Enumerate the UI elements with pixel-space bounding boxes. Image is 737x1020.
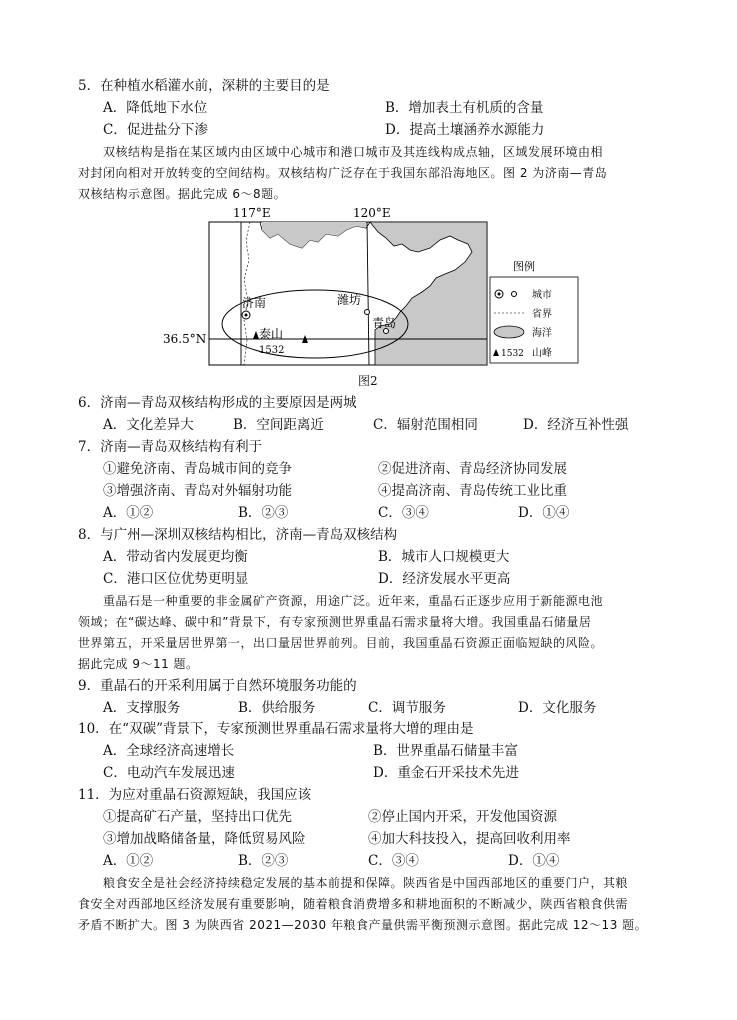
- legend-border-label: 省界: [532, 309, 552, 320]
- taishan-label: 泰山: [259, 327, 284, 341]
- passage-2-line-1: 重晶石是一种重要的非金属矿产资源，用途广泛。近年来，重晶石正逐步应用于新能源电池: [103, 594, 604, 608]
- passage-3-line-1: 粮食安全是社会经济持续稳定发展的基本前提和保障。陕西省是中国西部地区的重要门户，其粮: [103, 876, 629, 890]
- question-6-stem: 6．济南—青岛双核结构形成的主要原因是两城: [78, 395, 357, 411]
- q5-option-c[interactable]: C．促进盐分下渗: [103, 122, 208, 138]
- q7-option-c[interactable]: C．③④: [378, 505, 429, 521]
- q5-option-a[interactable]: A．降低地下水位: [103, 100, 208, 116]
- q10-option-a[interactable]: A．全球经济高速增长: [103, 743, 235, 759]
- passage-2-line-3: 世界第五，开采量居世界第一，出口量居世界前列。目前，我国重晶石资源正面临短缺的风险。: [78, 636, 604, 650]
- q11-option-b[interactable]: B．②③: [238, 853, 289, 869]
- legend: [490, 259, 578, 363]
- question-7-stem: 7．济南—青岛双核结构有利于: [78, 439, 263, 455]
- jinan-label: 济南: [242, 296, 267, 310]
- q7-statement-4: ④提高济南、青岛传统工业比重: [378, 483, 567, 499]
- legend-title: 图例: [513, 260, 535, 273]
- q7-option-a[interactable]: A．①②: [103, 505, 154, 521]
- q8-option-c[interactable]: C．港口区位优势更明显: [103, 571, 249, 587]
- weifang-city-icon: [365, 310, 370, 315]
- q11-statement-2: ②停止国内开采，开发他国资源: [368, 809, 557, 825]
- passage-1-line-1: 双核结构是指在某区域内由区域中心城市和港口城市及其连线构成点轴，区域发展环境由相: [103, 145, 604, 159]
- question-11-stem: 11．为应对重晶石资源短缺，我国应该: [78, 787, 312, 803]
- q9-option-d[interactable]: D．文化服务: [518, 700, 597, 716]
- qingdao-label: 青岛: [372, 316, 397, 330]
- q8-option-b[interactable]: B．城市人口规模更大: [378, 549, 510, 565]
- q6-option-a[interactable]: A．文化差异大: [103, 417, 194, 433]
- q7-statement-1: ①避免济南、青岛城市间的竞争: [103, 461, 292, 477]
- q11-statement-1: ①提高矿石产量，坚持出口优先: [103, 809, 292, 825]
- legend-ocean-icon: [494, 326, 524, 338]
- longitude-120-label: 120°E: [353, 206, 391, 220]
- q9-option-c[interactable]: C．调节服务: [368, 700, 446, 716]
- q8-option-a[interactable]: A．带动省内发展更均衡: [103, 549, 248, 565]
- question-10-stem: 10．在“双碳”背景下，专家预测世界重晶石需求量将大增的理由是: [78, 721, 474, 737]
- q7-option-b[interactable]: B．②③: [238, 505, 289, 521]
- q6-option-b[interactable]: B．空间距离近: [233, 417, 324, 433]
- passage-1-line-2: 对封闭向相对开放转变的空间结构。双核结构广泛存在于我国东部沿海地区。图 2 为济南—青岛: [78, 166, 608, 180]
- passage-1-line-3: 双核结构示意图。据此完成 6～8题。: [78, 187, 287, 201]
- q11-option-d[interactable]: D．①④: [508, 853, 560, 869]
- figure-2-map: [160, 200, 580, 390]
- q7-option-d[interactable]: D．①④: [518, 505, 570, 521]
- legend-peak-label: 山峰: [532, 348, 552, 359]
- q5-option-d[interactable]: D．提高土壤涵养水源能力: [385, 122, 545, 138]
- longitude-117-label: 117°E: [233, 206, 271, 220]
- q9-option-b[interactable]: B．供给服务: [238, 700, 316, 716]
- q11-statement-4: ④加大科技投入，提高回收利用率: [368, 831, 571, 847]
- q9-option-a[interactable]: A．支撑服务: [103, 700, 181, 716]
- q8-option-d[interactable]: D．经济发展水平更高: [378, 571, 511, 587]
- q10-option-d[interactable]: D．重金石开采技术先进: [373, 765, 519, 781]
- q11-statement-3: ③增加战略储备量，降低贸易风险: [103, 831, 306, 847]
- q7-statement-2: ②促进济南、青岛经济协同发展: [378, 461, 567, 477]
- passage-2-line-2: 领域；在“碳达峰、碳中和”背景下，有专家预测世界重晶石需求量将大增。我国重晶石储量居: [78, 615, 592, 629]
- latitude-label: 36.5°N: [163, 332, 207, 346]
- taishan-elevation: 1532: [259, 345, 285, 356]
- q7-statement-3: ③增强济南、青岛对外辐射功能: [103, 483, 292, 499]
- weifang-label: 潍坊: [337, 293, 362, 307]
- q11-option-a[interactable]: A．①②: [103, 853, 154, 869]
- passage-2-line-4: 据此完成 9～11 题。: [78, 657, 199, 671]
- question-9-stem: 9．重晶石的开采利用属于自然环境服务功能的: [78, 678, 357, 694]
- q6-option-c[interactable]: C．辐射范围相同: [373, 417, 478, 433]
- q5-option-b[interactable]: B．增加表土有机质的含量: [385, 100, 544, 116]
- figure-2-caption: 图2: [358, 374, 378, 388]
- question-5-stem: 5．在种植水稻灌水前，深耕的主要目的是: [78, 78, 330, 94]
- legend-peak-value: 1532: [501, 349, 524, 359]
- passage-3-line-3: 矛盾不断扩大。图 3 为陕西省 2021—2030 年粮食产量供需平衡预测示意图。据此完成 12～13 题。: [78, 918, 648, 932]
- q10-option-b[interactable]: B．世界重晶石储量丰富: [373, 743, 518, 759]
- q11-option-c[interactable]: C．③④: [368, 853, 419, 869]
- passage-3-line-2: 食安全对西部地区经济发展有重要影响，随着粮食消费增多和耕地面积的不断减少，陕西省粮食供需: [78, 897, 629, 911]
- q10-option-c[interactable]: C．电动汽车发展迅速: [103, 765, 235, 781]
- q6-option-d[interactable]: D．经济互补性强: [523, 417, 629, 433]
- legend-city-label: 城市: [532, 290, 552, 301]
- legend-ocean-label: 海洋: [532, 328, 552, 339]
- question-8-stem: 8．与广州—深圳双核结构相比，济南—青岛双核结构: [78, 527, 398, 543]
